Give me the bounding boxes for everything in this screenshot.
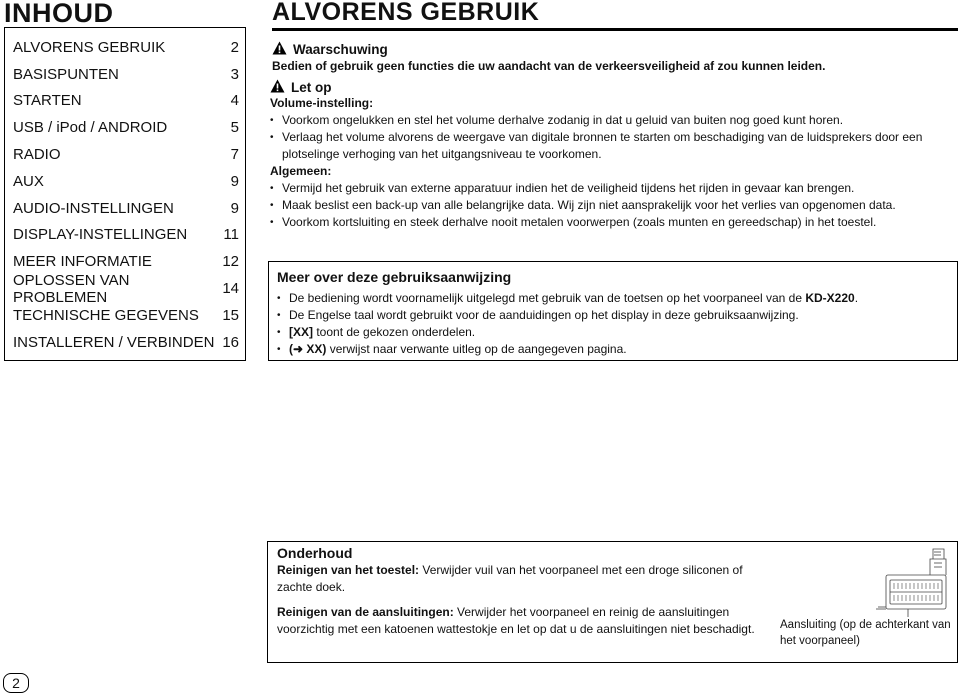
list-item: • Maak beslist een back-up van alle belangrijke data. Wij zijn niet aansprakelijk voor het verlies van opgenomen data.: [270, 197, 958, 214]
toc-item[interactable]: [13, 88, 239, 115]
manual-item1-text: De bediening wordt voornamelijk uitgelegd met gebruik van de toetsen op het voorpaneel van de: [289, 291, 806, 305]
toc-item[interactable]: [13, 61, 239, 88]
item-code: [XX]: [289, 325, 313, 339]
manual-info-box: [268, 261, 958, 361]
toc-item-page: 11: [223, 226, 239, 244]
caution-block: [270, 79, 958, 231]
toc-item-page: 7: [230, 146, 239, 164]
maintenance-heading: Onderhoud: [277, 545, 353, 561]
toc-item-page: 3: [230, 65, 239, 83]
toc-item[interactable]: [13, 141, 239, 168]
p2-text: Verwijder het voorpaneel en reinig de aansluitingen voorzichtig met een katoenen wattestokje en let op dat u de aansluitingen niet beschadigt.: [277, 605, 755, 636]
toc-item-label: OPLOSSEN VAN PROBLEMEN: [13, 271, 130, 306]
toc-item-page: 9: [230, 199, 239, 217]
toc-item-label: DISPLAY-INSTELLINGEN: [13, 226, 188, 244]
caution-heading: Let op: [291, 80, 332, 95]
toc-item-page: 14: [222, 280, 239, 298]
warning-heading: Waarschuwing: [293, 42, 388, 57]
toc-item[interactable]: [13, 329, 239, 356]
page-number: 2: [3, 673, 29, 693]
list-item: • De Engelse taal wordt gebruikt voor de aanduidingen op het display in deze gebruiksaanwijzing.: [277, 307, 947, 324]
toc-item-page: 15: [222, 306, 239, 324]
toc-item-label: INSTALLEREN / VERBINDEN: [13, 333, 215, 351]
toc-title: INHOUD: [4, 0, 114, 28]
toc-item[interactable]: [13, 34, 239, 61]
toc-item-label: RADIO: [13, 146, 61, 164]
toc-item-label: MEER INFORMATIE: [13, 253, 152, 271]
page-ref-code: (➜ XX): [289, 342, 327, 356]
warning-triangle-icon: [272, 41, 287, 55]
list-item: [277, 290, 947, 307]
toc-item-label: ALVORENS GEBRUIK: [13, 38, 166, 56]
toc-item-label: AUDIO-INSTELLINGEN: [13, 199, 174, 217]
toc-item-page: 4: [230, 92, 239, 110]
toc-item[interactable]: [13, 222, 239, 249]
list-item: • Verlaag het volume alvorens de weergave van digitale bronnen te starten om beschadiging van de luidsprekers door een plotselinge verhoging van het uitgangsniveau te voorkomen.: [270, 129, 958, 163]
toc-item[interactable]: [13, 195, 239, 222]
model-name: KD-X220: [805, 291, 855, 305]
volume-label: Volume-instelling:: [270, 96, 374, 110]
volume-list: [270, 112, 958, 163]
connector-caption: Aansluiting (op de achterkant van het voorpaneel): [780, 619, 951, 647]
toc-item-label: STARTEN: [13, 92, 82, 110]
toc-item-page: 2: [230, 38, 239, 56]
toc-item-page: 12: [222, 253, 239, 271]
toc-item[interactable]: [13, 114, 239, 141]
toc-item-label: TECHNISCHE GEGEVENS: [13, 306, 199, 324]
connector-illustration: [868, 547, 948, 617]
list-item: [277, 341, 947, 358]
maintenance-p2: [277, 604, 757, 638]
toc-item-page: 9: [230, 172, 239, 190]
p2-label: Reinigen van de aansluitingen:: [277, 605, 454, 619]
toc-item[interactable]: [13, 168, 239, 195]
maintenance-p1: [277, 562, 757, 596]
warning-block: [272, 41, 958, 75]
list-item: [277, 324, 947, 341]
general-list: [270, 180, 958, 231]
manual-heading: Meer over deze gebruiksaanwijzing: [277, 269, 512, 285]
toc-item-page: 5: [230, 119, 239, 137]
p1-text: Verwijder vuil van het voorpaneel met een droge siliconen of zachte doek.: [277, 563, 743, 594]
warning-heading-row: [272, 41, 958, 57]
toc-item-page: 16: [222, 333, 239, 351]
toc-item-label: BASISPUNTEN: [13, 65, 119, 83]
section-title-rule: [272, 28, 958, 31]
list-item: • Voorkom kortsluiting en steek derhalve nooit metalen voorwerpen (zoals munten en gereedschap) in het toestel.: [270, 214, 958, 231]
manual-item4-text: verwijst naar verwante uitleg op de aangegeven pagina.: [326, 342, 627, 356]
caution-triangle-icon: [270, 79, 285, 93]
manual-list: [277, 290, 947, 358]
maintenance-box: [267, 541, 958, 663]
warning-text: Bedien of gebruik geen functies die uw aandacht van de verkeersveiligheid af zou kunnen leiden.: [272, 59, 826, 73]
toc-list: [13, 34, 239, 356]
toc-box: [4, 27, 246, 361]
toc-item[interactable]: [13, 302, 239, 329]
p1-label: Reinigen van het toestel:: [277, 563, 420, 577]
toc-item-label: AUX: [13, 172, 44, 190]
toc-item-label: USB / iPod / ANDROID: [13, 119, 168, 137]
toc-item[interactable]: [13, 271, 239, 306]
general-label: Algemeen:: [270, 164, 332, 178]
list-item: • Vermijd het gebruik van externe apparatuur indien het de veiligheid tijdens het rijden in gevaar kan brengen.: [270, 180, 958, 197]
caution-heading-row: [270, 79, 958, 95]
manual-item3-text: toont de gekozen onderdelen.: [313, 325, 476, 339]
section-title: ALVORENS GEBRUIK: [272, 0, 540, 26]
manual-item1-end: .: [854, 291, 859, 305]
list-item: • Voorkom ongelukken en stel het volume derhalve zodanig in dat u geluid van buiten nog goed kunt horen.: [270, 112, 958, 129]
